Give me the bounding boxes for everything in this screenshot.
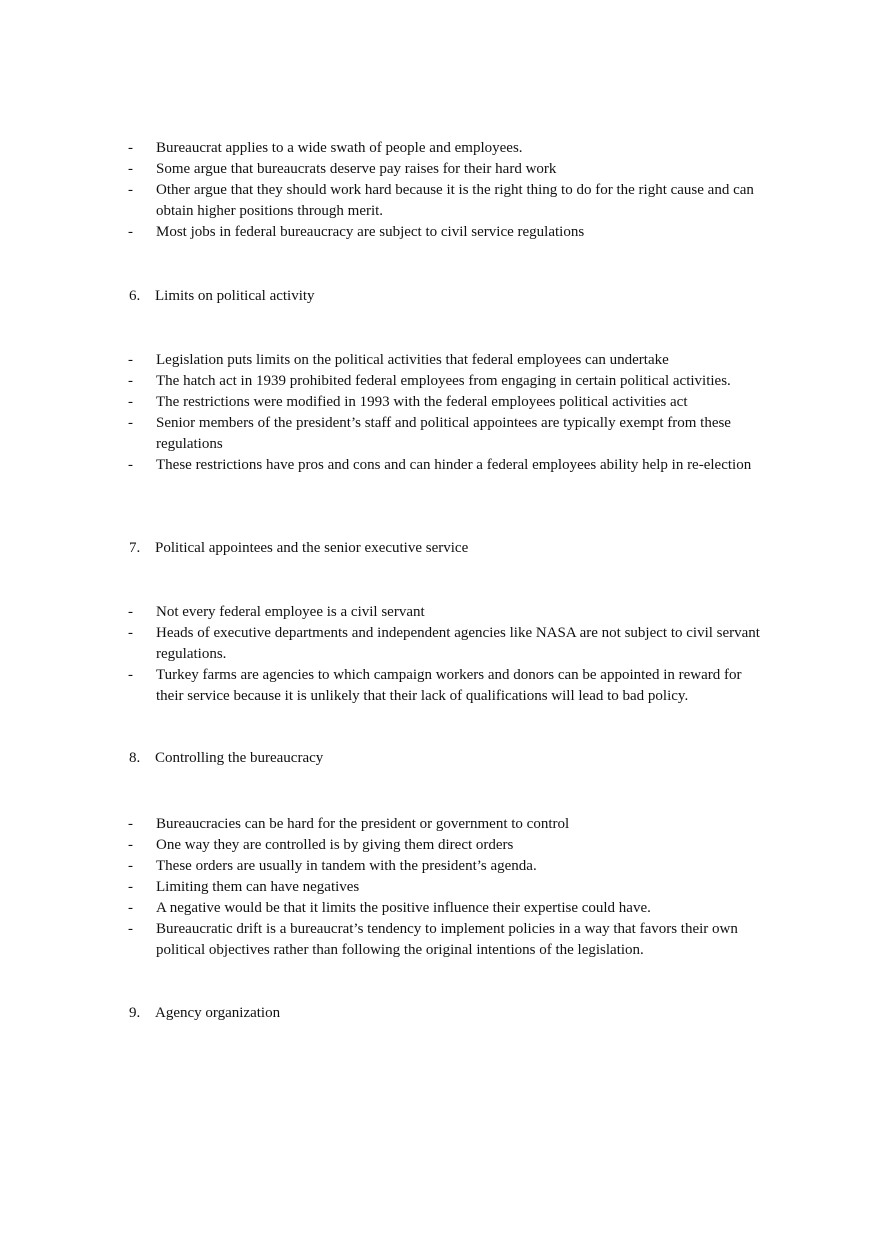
bullet-dash: - xyxy=(128,352,133,368)
list-item-text: These restrictions have pros and cons and can hinder a federal employees ability help in re-election xyxy=(156,457,752,473)
bullet-dash: - xyxy=(128,394,133,410)
list-item-text: Other argue that they should work hard because it is the right thing to do for the right cause and can obtain higher positions through merit. xyxy=(156,182,754,219)
bullet-dash: - xyxy=(128,667,133,683)
list-item xyxy=(0,814,771,835)
bullet-dash: - xyxy=(128,224,133,240)
bullet-dash: - xyxy=(128,415,133,431)
list-item-text: Some argue that bureaucrats deserve pay raises for their hard work xyxy=(156,161,557,177)
list-item-text: Limiting them can have negatives xyxy=(156,879,360,895)
bullet-dash: - xyxy=(128,457,133,473)
list-item xyxy=(0,371,771,392)
bullet-dash: - xyxy=(128,161,133,177)
section-number: 6. xyxy=(129,288,141,304)
bullet-dash: - xyxy=(128,816,133,832)
list-item-text: A negative would be that it limits the positive influence their expertise could have. xyxy=(156,900,651,916)
list-item xyxy=(0,350,771,371)
list-item xyxy=(0,392,771,413)
list-item xyxy=(0,159,771,180)
list-item xyxy=(0,919,781,961)
list-item xyxy=(0,455,771,476)
section-heading xyxy=(0,286,880,307)
list-item-text: Most jobs in federal bureaucracy are subject to civil service regulations xyxy=(156,224,585,240)
bullet-dash: - xyxy=(128,373,133,389)
section-heading xyxy=(0,1003,880,1024)
list-item xyxy=(0,602,771,623)
bullet-dash: - xyxy=(128,182,133,198)
list-item xyxy=(0,138,771,159)
list-item xyxy=(0,856,771,877)
bullet-list xyxy=(0,602,880,707)
bullet-list xyxy=(0,814,880,961)
list-item xyxy=(0,877,771,898)
bullet-dash: - xyxy=(128,837,133,853)
list-item-text: Turkey farms are agencies to which campaign workers and donors can be appointed in reward for their service because it is unlikely that their lack of qualifications will lead to bad policy. xyxy=(156,667,742,704)
bullet-dash: - xyxy=(128,858,133,874)
bullet-dash: - xyxy=(128,921,133,937)
list-item-text: Bureaucratic drift is a bureaucrat’s tendency to implement policies in a way that favors their own political objectives rather than following the original intentions of the legislation. xyxy=(156,921,738,958)
list-item-text: Bureaucrat applies to a wide swath of people and employees. xyxy=(156,140,523,156)
section-title: Agency organization xyxy=(155,1005,281,1021)
list-item-text: Bureaucracies can be hard for the president or government to control xyxy=(156,816,570,832)
list-item-text: The restrictions were modified in 1993 with the federal employees political activities act xyxy=(156,394,688,410)
list-item-text: Heads of executive departments and independent agencies like NASA are not subject to civil servant regulations. xyxy=(156,625,760,662)
list-item xyxy=(0,623,771,665)
list-item xyxy=(0,180,771,222)
list-item xyxy=(0,835,771,856)
list-item-text: The hatch act in 1939 prohibited federal employees from engaging in certain political activities. xyxy=(156,373,731,389)
list-item xyxy=(0,665,771,707)
list-item-text: One way they are controlled is by giving them direct orders xyxy=(156,837,514,853)
section-number: 8. xyxy=(129,750,141,766)
list-item-text: Legislation puts limits on the political activities that federal employees can undertake xyxy=(156,352,669,368)
bullet-dash: - xyxy=(128,900,133,916)
bullet-dash: - xyxy=(128,625,133,641)
list-item-text: Senior members of the president’s staff and political appointees are typically exempt from these regulations xyxy=(156,415,731,452)
bullet-dash: - xyxy=(128,140,133,156)
section-number: 9. xyxy=(129,1005,141,1021)
section-title: Controlling the bureaucracy xyxy=(155,750,324,766)
section-heading xyxy=(0,748,880,769)
list-item-text: These orders are usually in tandem with the president’s agenda. xyxy=(156,858,537,874)
section-number: 7. xyxy=(129,540,141,556)
bullet-list xyxy=(0,138,880,243)
list-item xyxy=(0,222,771,243)
bullet-dash: - xyxy=(128,879,133,895)
bullet-dash: - xyxy=(128,604,133,620)
section-heading xyxy=(0,538,880,559)
bullet-list xyxy=(0,350,880,476)
section-title: Political appointees and the senior executive service xyxy=(155,540,469,556)
list-item-text: Not every federal employee is a civil servant xyxy=(156,604,425,620)
list-item xyxy=(0,898,771,919)
section-title: Limits on political activity xyxy=(155,288,315,304)
list-item xyxy=(0,413,771,455)
